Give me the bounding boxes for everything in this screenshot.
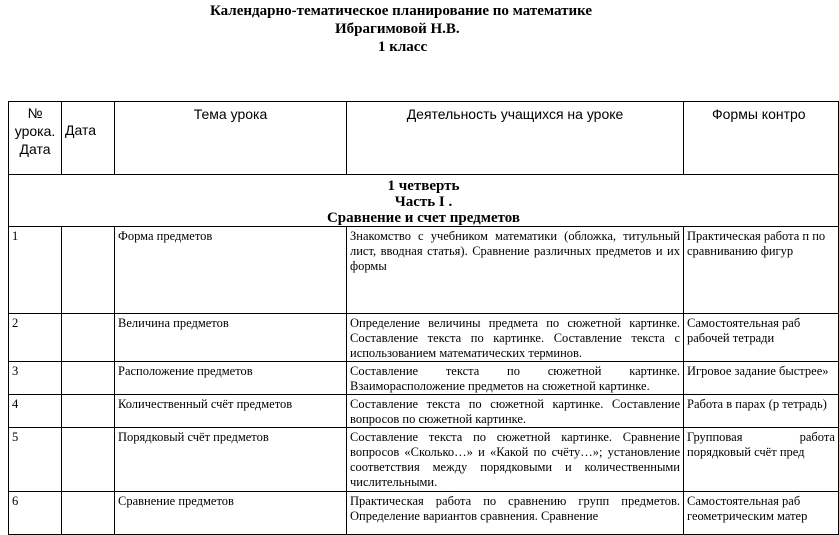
row-topic: Количественный счёт предметов (115, 395, 347, 428)
title-line-teacher: Ибрагимовой Н.В. (335, 21, 460, 37)
row-forms: Самостоятельная раб геометрическим матер (684, 492, 839, 535)
title-line-grade: 1 класс (378, 39, 428, 55)
section-unit: Сравнение и счет предметов (326, 210, 521, 226)
row-number: 5 (9, 428, 62, 492)
row-topic: Порядковый счёт предметов (115, 428, 347, 492)
row-activity: Знакомство с учебником математики (обложка, титульный лист, вводная статья). Сравнение различных предметов и их формы (347, 227, 684, 314)
title-line-subject: Календарно-тематическое планирование по математике (210, 3, 593, 19)
table-header-row (9, 102, 839, 175)
row-topic: Расположение предметов (115, 362, 347, 395)
row-activity: Определение величины предмета по сюжетной картинке. Составление текста по картинке. Составление текста с использованием математических терминов. (347, 314, 684, 362)
row-date (62, 492, 115, 535)
table-row (9, 492, 839, 535)
row-number: 4 (9, 395, 62, 428)
header-lesson-number (9, 102, 62, 175)
row-topic: Форма предметов (115, 227, 347, 314)
row-date (62, 227, 115, 314)
header-date: Дата (62, 102, 115, 175)
table-row (9, 314, 839, 362)
header-num-line3: Дата (19, 141, 51, 157)
section-part: Часть I . (394, 194, 453, 210)
table-row (9, 428, 839, 492)
row-number: 6 (9, 492, 62, 535)
row-activity: Составление текста по сюжетной картинке. Сравнение вопросов «Сколько…» и «Какой по счёту…»; установление соответствия между порядковыми и количественными числительными. (347, 428, 684, 492)
table-row (9, 395, 839, 428)
row-topic: Сравнение предметов (115, 492, 347, 535)
row-number: 3 (9, 362, 62, 395)
document-title (0, 0, 816, 55)
row-forms: Работа в парах (р тетрадь) (684, 395, 839, 428)
section-quarter: 1 четверть (387, 178, 460, 194)
row-date (62, 314, 115, 362)
header-activity: Деятельность учащихся на уроке (347, 102, 684, 175)
section-row (9, 175, 839, 227)
row-activity: Практическая работа по сравнению групп предметов. Определение вариантов сравнения. Сравнение (347, 492, 684, 535)
header-forms: Формы контро (684, 102, 839, 175)
row-date (62, 428, 115, 492)
planning-table (8, 101, 839, 535)
row-number: 2 (9, 314, 62, 362)
row-forms: Групповая работа порядковый счёт пред (684, 428, 839, 492)
row-activity: Составление текста по сюжетной картинке. Взаиморасположение предметов на сюжетной картинке. (347, 362, 684, 395)
row-topic: Величина предметов (115, 314, 347, 362)
section-heading (9, 175, 839, 227)
header-topic: Тема урока (115, 102, 347, 175)
row-forms: Самостоятельная раб рабочей тетради (684, 314, 839, 362)
header-num-line1: № (27, 105, 43, 121)
row-forms: Практическая работа п по сравниванию фигур (684, 227, 839, 314)
table-row (9, 362, 839, 395)
row-date (62, 395, 115, 428)
row-date (62, 362, 115, 395)
table-row (9, 227, 839, 314)
row-activity: Составление текста по сюжетной картинке. Составление вопросов по сюжетной картинке. (347, 395, 684, 428)
row-forms: Игровое задание быстрее» (684, 362, 839, 395)
row-number: 1 (9, 227, 62, 314)
header-num-line2: урока. (14, 123, 56, 139)
